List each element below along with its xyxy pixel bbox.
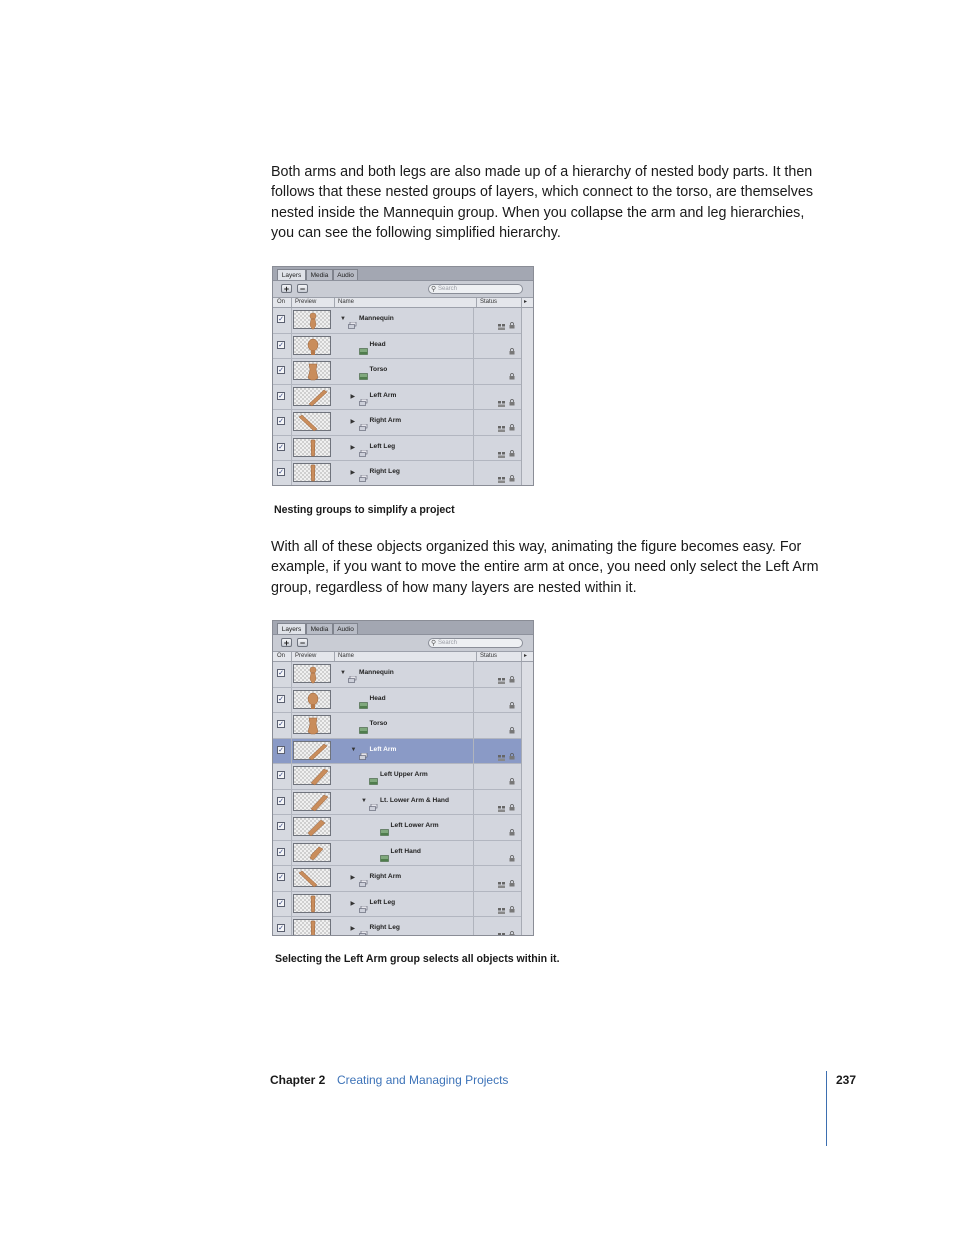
layer-row[interactable] xyxy=(273,334,533,360)
tab-media[interactable]: Media xyxy=(306,269,333,280)
disclosure-triangle-icon[interactable]: ▶ xyxy=(350,470,356,476)
column-header-on[interactable]: On xyxy=(277,299,286,305)
layer-thumbnail xyxy=(293,387,331,406)
tab-layers[interactable]: Layers xyxy=(277,269,306,280)
search-field[interactable] xyxy=(428,284,523,294)
layer-thumbnail xyxy=(293,361,331,380)
page-number: 237 xyxy=(836,1073,857,1087)
group-status-icon[interactable] xyxy=(498,317,505,323)
footer-chapter-title[interactable]: Creating and Managing Projects xyxy=(337,1073,509,1087)
lock-icon[interactable] xyxy=(509,900,515,907)
disclosure-triangle-icon[interactable]: ▶ xyxy=(350,926,356,932)
enable-cell xyxy=(273,461,292,486)
layer-thumbnail xyxy=(293,463,331,482)
panel-tab-bar xyxy=(273,621,533,635)
enable-cell xyxy=(273,815,292,840)
status-cell xyxy=(473,436,520,461)
layer-thumbnail xyxy=(293,690,331,709)
layer-name[interactable]: Left Upper Arm xyxy=(380,771,428,778)
column-menu-arrow-icon[interactable]: ▸ xyxy=(524,653,528,659)
tab-audio[interactable]: Audio xyxy=(333,269,358,280)
column-header-status[interactable]: Status xyxy=(480,653,498,659)
remove-layer-button[interactable]: − xyxy=(297,284,308,293)
layer-row[interactable] xyxy=(273,662,533,688)
layer-thumbnail xyxy=(293,664,331,683)
layer-row[interactable] xyxy=(273,688,533,714)
disclosure-triangle-icon[interactable]: ▶ xyxy=(350,875,356,881)
footer-chapter: Chapter 2 xyxy=(270,1073,326,1087)
layer-thumbnail xyxy=(293,792,331,811)
layer-name[interactable]: Torso xyxy=(369,366,388,373)
lock-icon[interactable] xyxy=(509,393,515,400)
layer-icon xyxy=(359,342,368,349)
layer-thumbnail xyxy=(293,715,331,734)
layer-row[interactable] xyxy=(273,739,533,765)
group-status-icon[interactable] xyxy=(498,671,505,677)
enable-cell xyxy=(273,436,292,461)
enable-checkbox[interactable]: ✓ xyxy=(278,746,284,754)
disclosure-triangle-icon[interactable]: ▼ xyxy=(361,797,367,804)
group-icon xyxy=(359,469,368,476)
body-paragraph-1: Both arms and both legs are also made up of a hierarchy of nested body parts. It then follows that these nested groups of layers, which connect to the torso, are themselves nested inside the Mannequin group. When you collapse the arm and leg hierarchies, you can see the following simplified hierarchy. xyxy=(271,164,813,242)
enable-checkbox[interactable]: ✓ xyxy=(278,848,284,856)
layer-row[interactable] xyxy=(273,308,533,334)
lock-icon[interactable] xyxy=(509,316,515,323)
status-cell xyxy=(473,917,520,936)
layer-row[interactable] xyxy=(273,866,533,892)
layer-row[interactable] xyxy=(273,841,533,867)
column-header-status[interactable]: Status xyxy=(480,299,498,305)
group-icon xyxy=(369,798,378,805)
enable-cell xyxy=(273,334,292,359)
disclosure-triangle-icon[interactable]: ▶ xyxy=(350,419,356,425)
group-status-icon[interactable] xyxy=(498,394,505,400)
lock-icon[interactable] xyxy=(509,469,515,476)
layers-panel-figure-1 xyxy=(272,266,534,486)
layer-icon xyxy=(359,696,368,703)
enable-cell xyxy=(273,308,292,333)
layer-name[interactable]: Right Arm xyxy=(369,417,402,424)
status-cell xyxy=(473,385,520,410)
group-status-icon[interactable] xyxy=(498,445,505,451)
enable-checkbox[interactable]: ✓ xyxy=(278,341,284,349)
enable-cell xyxy=(273,841,292,866)
layer-icon xyxy=(359,367,368,374)
enable-checkbox[interactable]: ✓ xyxy=(278,670,284,677)
lock-icon[interactable] xyxy=(509,925,515,932)
lock-icon[interactable] xyxy=(509,772,515,779)
status-cell xyxy=(473,713,520,738)
lock-icon[interactable] xyxy=(509,444,515,451)
group-status-icon[interactable] xyxy=(498,926,505,932)
tab-layers[interactable]: Layers xyxy=(277,623,306,634)
layer-name[interactable]: Mannequin xyxy=(359,315,394,322)
layer-icon xyxy=(380,823,389,830)
enable-cell xyxy=(273,764,292,789)
status-cell xyxy=(473,815,520,840)
disclosure-triangle-icon[interactable]: ▼ xyxy=(350,746,357,753)
enable-cell xyxy=(273,917,292,936)
vertical-scrollbar[interactable] xyxy=(521,308,533,486)
enable-cell xyxy=(273,385,292,410)
column-header-on[interactable]: On xyxy=(277,653,286,659)
layer-row[interactable] xyxy=(273,436,533,462)
group-icon xyxy=(359,874,368,881)
column-divider xyxy=(334,298,335,307)
layer-name[interactable]: Right Leg xyxy=(369,924,400,931)
layer-icon xyxy=(380,849,389,856)
enable-checkbox[interactable]: ✓ xyxy=(278,797,284,805)
layer-name[interactable]: Left Leg xyxy=(369,898,396,906)
layer-thumbnail xyxy=(293,310,331,329)
enable-checkbox[interactable]: ✓ xyxy=(278,721,284,728)
search-icon: ⚲ xyxy=(431,286,437,293)
layer-name[interactable]: Left Arm xyxy=(369,745,397,753)
status-cell xyxy=(473,688,520,713)
layer-icon xyxy=(369,772,378,779)
enable-checkbox[interactable]: ✓ xyxy=(278,469,284,476)
enable-checkbox[interactable]: ✓ xyxy=(278,925,284,932)
enable-cell xyxy=(273,662,292,687)
lock-icon[interactable] xyxy=(509,721,515,728)
status-cell xyxy=(473,308,520,333)
layer-list xyxy=(273,308,533,486)
layer-name[interactable]: Head xyxy=(369,340,386,348)
layer-row[interactable] xyxy=(273,815,533,841)
enable-cell xyxy=(273,739,292,764)
enable-cell xyxy=(273,866,292,891)
layer-thumbnail xyxy=(293,868,331,887)
column-divider xyxy=(521,298,522,307)
column-header-row xyxy=(273,651,533,662)
tab-audio[interactable]: Audio xyxy=(333,623,358,634)
layer-thumbnail xyxy=(293,817,331,836)
enable-checkbox[interactable]: ✓ xyxy=(278,772,284,779)
column-header-name[interactable]: Name xyxy=(338,299,355,305)
status-cell xyxy=(473,892,520,917)
group-icon xyxy=(359,393,368,400)
search-placeholder: Search xyxy=(438,286,458,292)
status-cell xyxy=(473,866,520,891)
lock-icon[interactable] xyxy=(509,823,515,830)
status-cell xyxy=(473,334,520,359)
layer-row[interactable] xyxy=(273,461,533,486)
remove-layer-button[interactable]: − xyxy=(297,638,308,647)
group-icon xyxy=(359,900,368,907)
status-cell xyxy=(473,739,520,764)
panel-toolbar xyxy=(273,281,533,297)
enable-checkbox[interactable]: ✓ xyxy=(278,823,284,830)
vertical-scrollbar[interactable] xyxy=(521,662,533,936)
layer-list xyxy=(273,662,533,936)
group-status-icon[interactable] xyxy=(498,901,505,907)
column-divider xyxy=(291,298,292,307)
column-divider xyxy=(476,298,477,307)
column-header-preview[interactable]: Preview xyxy=(295,299,317,305)
status-cell xyxy=(473,410,520,435)
enable-checkbox[interactable]: ✓ xyxy=(278,695,284,703)
group-icon xyxy=(348,316,357,323)
search-icon: ⚲ xyxy=(431,640,437,647)
enable-checkbox[interactable]: ✓ xyxy=(278,443,284,451)
lock-icon[interactable] xyxy=(509,342,515,349)
column-header-preview[interactable]: Preview xyxy=(295,653,317,659)
status-cell xyxy=(473,841,520,866)
disclosure-triangle-icon[interactable]: ▶ xyxy=(350,900,356,907)
layer-name[interactable]: Torso xyxy=(369,720,388,727)
group-icon xyxy=(359,925,368,932)
disclosure-triangle-icon[interactable]: ▶ xyxy=(350,393,356,400)
lock-icon[interactable] xyxy=(509,696,515,703)
disclosure-triangle-icon[interactable]: ▼ xyxy=(340,670,346,676)
enable-cell xyxy=(273,359,292,384)
lock-icon[interactable] xyxy=(509,798,515,805)
search-placeholder: Search xyxy=(438,640,458,646)
column-menu-arrow-icon[interactable]: ▸ xyxy=(524,299,528,305)
enable-cell xyxy=(273,713,292,738)
panel-toolbar xyxy=(273,635,533,651)
layer-name[interactable]: Lt. Lower Arm & Hand xyxy=(380,796,449,804)
column-divider xyxy=(476,652,477,661)
enable-checkbox[interactable]: ✓ xyxy=(278,899,284,907)
layers-panel-figure-2 xyxy=(272,620,534,936)
column-header-row xyxy=(273,297,533,308)
layer-row[interactable] xyxy=(273,764,533,790)
layer-thumbnail xyxy=(293,894,331,913)
layer-thumbnail xyxy=(293,919,331,936)
layer-thumbnail xyxy=(293,766,331,785)
column-divider xyxy=(291,652,292,661)
panel-tab-bar xyxy=(273,267,533,281)
disclosure-triangle-icon[interactable]: ▼ xyxy=(340,316,346,322)
layer-name[interactable]: Left Arm xyxy=(369,391,397,399)
lock-icon[interactable] xyxy=(509,747,515,754)
layer-name[interactable]: Head xyxy=(369,694,386,702)
status-cell xyxy=(473,461,520,486)
column-divider xyxy=(334,652,335,661)
lock-icon[interactable] xyxy=(509,418,515,425)
layer-thumbnail xyxy=(293,336,331,355)
layer-name[interactable]: Left Lower Arm xyxy=(390,822,439,829)
figure-caption-2: Selecting the Left Arm group selects all objects within it. xyxy=(275,953,560,965)
layer-name[interactable]: Left Leg xyxy=(369,442,396,450)
enable-cell xyxy=(273,410,292,435)
lock-icon[interactable] xyxy=(509,849,515,856)
enable-checkbox[interactable]: ✓ xyxy=(278,316,284,323)
figure-caption-1: Nesting groups to simplify a project xyxy=(274,504,455,516)
disclosure-triangle-icon[interactable]: ▶ xyxy=(350,444,356,451)
group-icon xyxy=(359,418,368,425)
enable-checkbox[interactable]: ✓ xyxy=(278,418,284,425)
enable-cell xyxy=(273,892,292,917)
layer-thumbnail xyxy=(293,438,331,457)
layer-name[interactable]: Right Arm xyxy=(369,873,402,880)
column-header-name[interactable]: Name xyxy=(338,653,355,659)
layer-name[interactable]: Right Leg xyxy=(369,468,400,475)
status-cell xyxy=(473,764,520,789)
footer-rule xyxy=(826,1071,827,1146)
body-paragraph-2: With all of these objects organized this way, animating the figure becomes easy. For example, if you want to move the entire arm at once, you need only select the Left Arm group, regardless of how many layers are nested within it. xyxy=(271,539,819,596)
lock-icon[interactable] xyxy=(509,367,515,374)
layer-row[interactable] xyxy=(273,892,533,918)
add-layer-button[interactable]: + xyxy=(281,284,292,293)
group-icon xyxy=(348,670,357,677)
layer-thumbnail xyxy=(293,741,331,760)
status-cell xyxy=(473,359,520,384)
enable-checkbox[interactable]: ✓ xyxy=(278,367,284,374)
layer-thumbnail xyxy=(293,412,331,431)
group-icon xyxy=(359,747,368,754)
layer-row[interactable] xyxy=(273,410,533,436)
layer-name[interactable]: Mannequin xyxy=(359,669,394,676)
group-status-icon[interactable] xyxy=(498,470,505,476)
status-cell xyxy=(473,662,520,687)
add-layer-button[interactable]: + xyxy=(281,638,292,647)
lock-icon[interactable] xyxy=(509,874,515,881)
layer-row[interactable] xyxy=(273,790,533,816)
enable-cell xyxy=(273,688,292,713)
layer-row[interactable] xyxy=(273,713,533,739)
layer-row[interactable] xyxy=(273,359,533,385)
column-divider xyxy=(521,652,522,661)
tab-media[interactable]: Media xyxy=(306,623,333,634)
search-field[interactable] xyxy=(428,638,523,648)
group-status-icon[interactable] xyxy=(498,419,505,425)
enable-cell xyxy=(273,790,292,815)
layer-row[interactable] xyxy=(273,385,533,411)
enable-checkbox[interactable]: ✓ xyxy=(278,874,284,881)
group-status-icon[interactable] xyxy=(498,875,505,881)
group-status-icon[interactable] xyxy=(498,748,505,754)
enable-checkbox[interactable]: ✓ xyxy=(278,392,284,400)
group-icon xyxy=(359,444,368,451)
layer-icon xyxy=(359,721,368,728)
layer-row[interactable] xyxy=(273,917,533,936)
group-status-icon[interactable] xyxy=(498,799,505,805)
layer-name[interactable]: Left Hand xyxy=(390,847,421,855)
status-cell xyxy=(473,790,520,815)
lock-icon[interactable] xyxy=(509,670,515,677)
layer-thumbnail xyxy=(293,843,331,862)
